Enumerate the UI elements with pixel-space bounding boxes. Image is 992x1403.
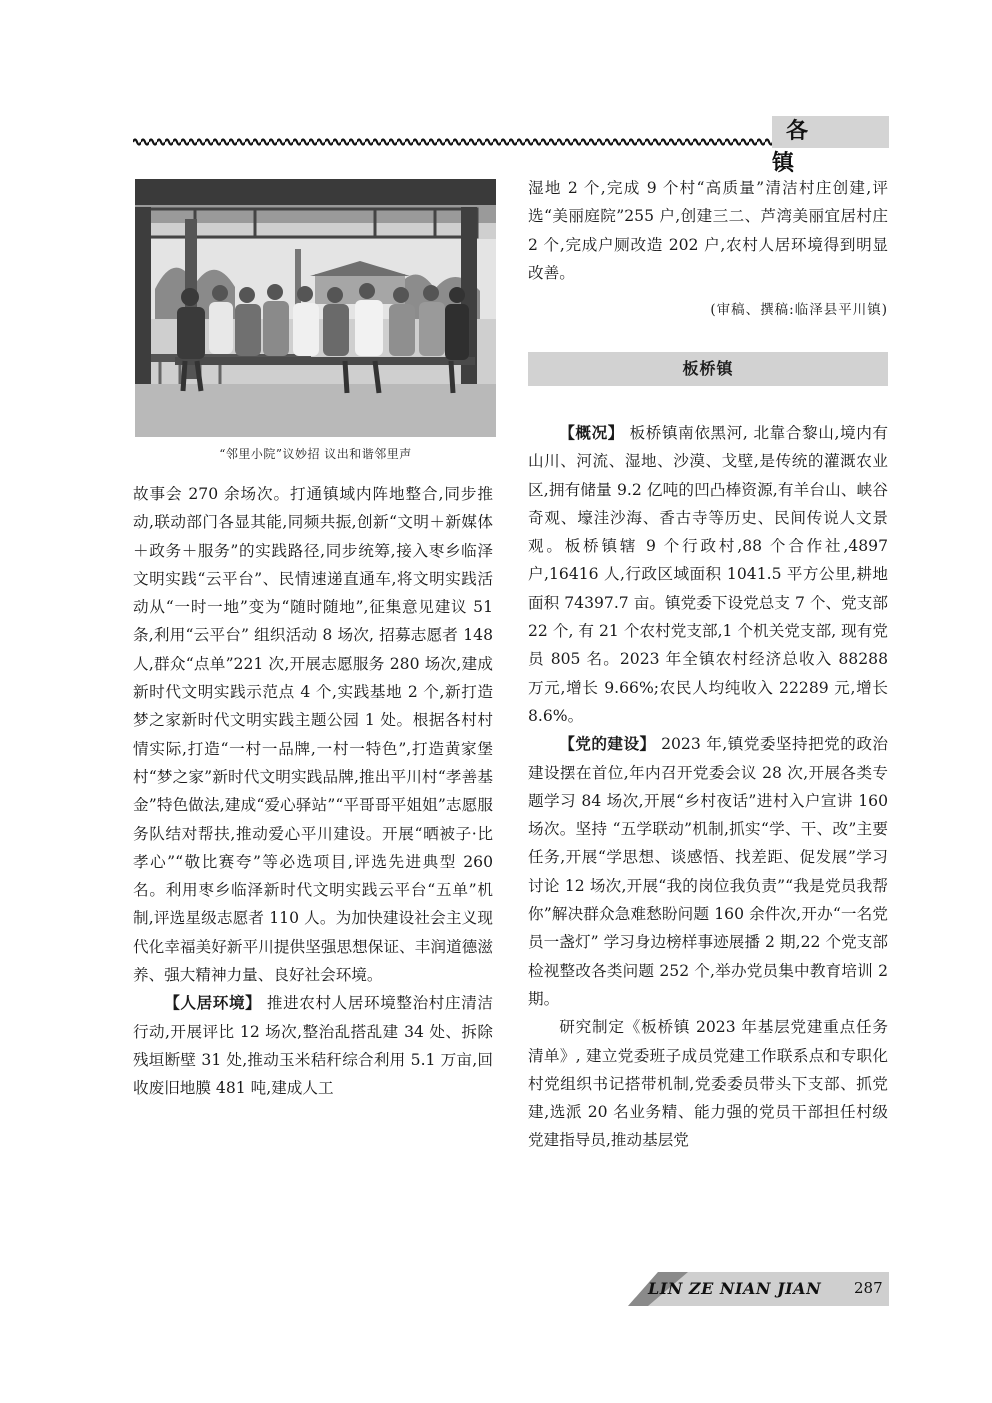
section-tag: 各 镇 <box>772 116 889 148</box>
label-living-environment: 【人居环境】 <box>164 994 262 1013</box>
label-party-building: 【党的建设】 <box>559 735 656 754</box>
author-credit: (审稿、撰稿:临泽县平川镇) <box>710 302 888 318</box>
party-building-text: 2023 年,镇党委坚持把党的政治建设摆在首位,年内召开党委会议 28 次,开展各类专题学习 84 场次,开展“乡村夜话”进村入户宣讲 160 场次。坚持 “五学联动”机制,抓实“学、干、改”主要任务,开展“学思想、谈感悟、找差距、促发展”学习讨论 12 场次,开展“我的岗位我负责”“我是党员我帮你”解决群众急难愁盼问题 160 余件次,开办“一名党员一盏灯” 学习身边榜样事迹展播 2 期,22 个党支部检视整改各类问题 252 个,举办党员集中教育培训 2 期。 <box>528 735 888 1008</box>
paragraph-party-building <box>528 730 888 1013</box>
paragraph-research: 研究制定《板桥镇 2023 年基层党建重点任务清单》, 建立党委班子成员党建工作联系点和专职化村党组织书记搭带机制,党委委员带头下支部、抓党建,选派 20 名业务精、能力强的党员干部担任村级党建指导员,推动基层党 <box>528 1018 888 1150</box>
town-title-banner: 板桥镇 <box>528 352 888 386</box>
header-decorative-rule <box>133 133 773 147</box>
page-number: 287 <box>854 1279 883 1297</box>
yearbook-title: LIN ZE NIAN JIAN <box>648 1279 822 1298</box>
living-environment-text: 推进农村人居环境整治村庄清洁行动,开展评比 12 场次,整治乱搭乱建 34 处、拆除残垣断壁 31 处,推动玉米秸秆综合利用 5.1 万亩,回收废旧地膜 481 吨,建成人工 <box>133 994 493 1098</box>
right-column-top <box>528 174 888 287</box>
paragraph-living-environment <box>133 989 493 1102</box>
paragraph-civilization-practice: 故事会 270 余场次。打通镇域内阵地整合,同步推动,联动部门各显其能,同频共振,创新“文明＋新媒体＋政务＋服务”的实践路径,同步统筹,接入枣乡临泽文明实践“云平台”、民情速递直通车,将文明实践活动从“一时一地”变为“随时随地”,征集意见建议 51 条,利用“云平台” 组织活动 8 场次, 招募志愿者 148 人,群众“点单”221 次,开展志愿服务 280 场次,建成新时代文明实践示范点 4 个,实践基地 2 个,新打造梦之家新时代文明实践主题公园 1 处。根据各村村情实际,打造“一村一品牌,一村一特色”,打造黄家堡村“梦之家”新时代文明实践品牌,推出平川村“孝善基金”特色做法,建成“爱心驿站”“平哥哥平姐姐”志愿服务队结对帮扶,推动爱心平川建设。开展“晒被子·比孝心”“敬比赛夸”等必选项目,评选先进典型 260 名。利用枣乡临泽新时代文明实践云平台“五单”机制,评选星级志愿者 110 人。为加快建设社会主义现代化幸福美好新平川提供坚强思想保证、丰润道德滋养、强大精神力量、良好社会环境。 <box>133 485 493 985</box>
left-column <box>133 480 493 1103</box>
paragraph-overview <box>528 419 888 730</box>
label-overview: 【概况】 <box>559 424 624 442</box>
photo-caption: “邻里小院”议妙招 议出和谐邻里声 <box>219 447 412 461</box>
right-column-main <box>528 419 888 1155</box>
pavilion-photo <box>135 179 496 437</box>
overview-text: 板桥镇南依黑河, 北靠合黎山,境内有山川、河流、湿地、沙漠、戈壁,是传统的灌溉农业区,拥有储量 9.2 亿吨的凹凸棒资源,有羊台山、峡谷奇观、壕洼沙海、香古寺等历史、民间传说人文景观。板桥镇辖 9 个行政村,88 个合作社,4897 户,16416 人,行政区域面积 1041.5 平方公里,耕地面积 74397.7 亩。镇党委下设党总支 7 个、党支部 22 个, 有 21 个农村党支部,1 个机关党支部, 现有党员 805 名。2023 年全镇农村经济总收入 88288 万元,增长 9.66%;农民人均纯收入 22289 元,增长 8.6%。 <box>528 424 888 725</box>
paragraph-environment-continued: 湿地 2 个,完成 9 个村“高质量”清洁村庄创建,评选“美丽庭院”255 户,创建三二、芦湾美丽宜居村庄 2 个,完成户厕改造 202 户,农村人居环境得到明显改善。 <box>528 179 888 282</box>
